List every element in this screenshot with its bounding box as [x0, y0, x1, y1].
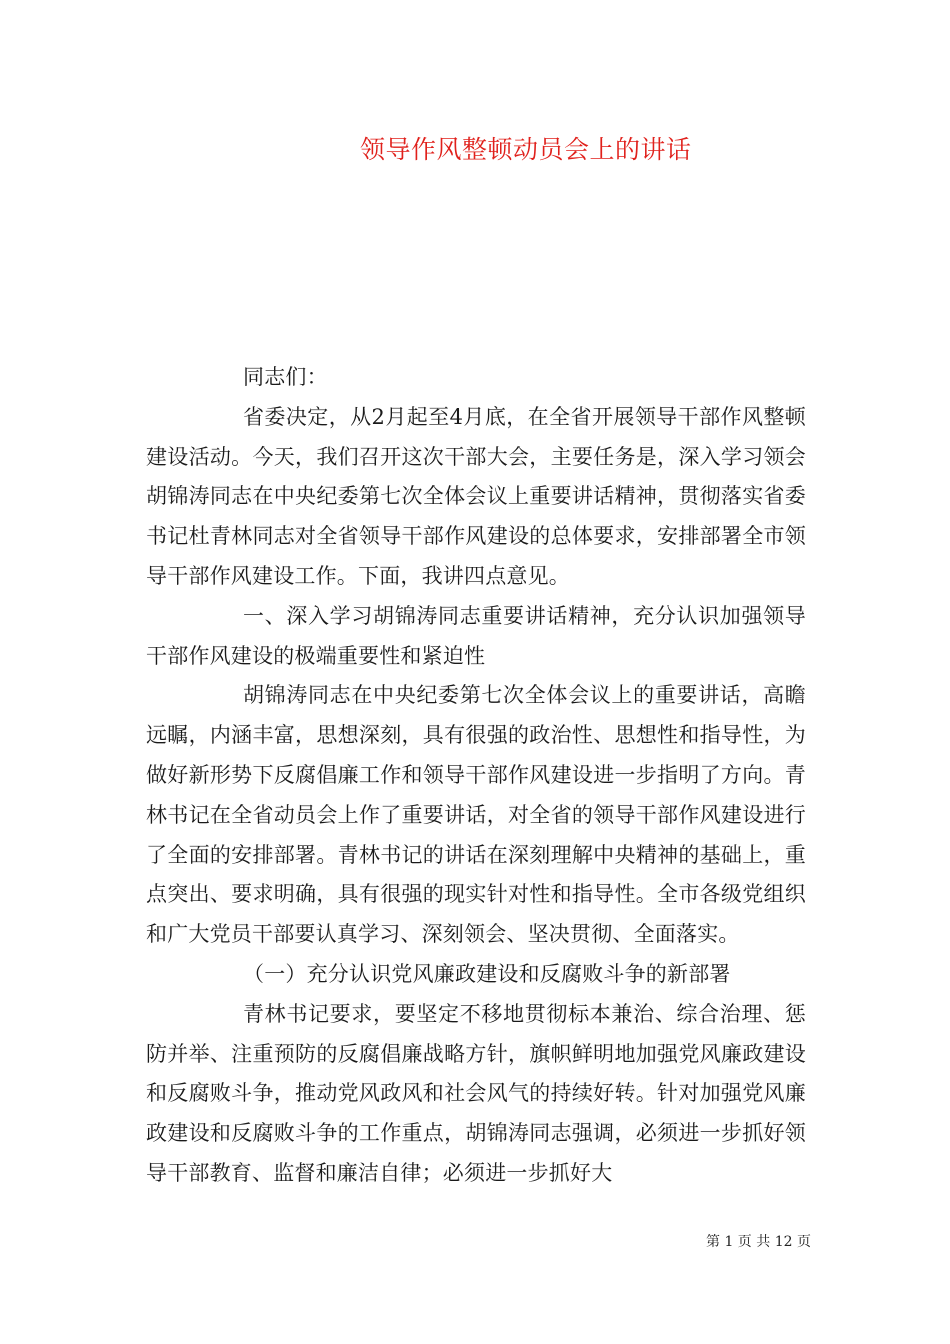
salutation: 同志们：: [243, 365, 328, 389]
paragraph-requirements: 青林书记要求，要坚定不移地贯彻标本兼治、综合治理、惩防并举、注重预防的反腐倡廉战略方针，旗帜鲜明地加强党风廉政建设和反腐败斗争，推动党风政风和社会风气的持续好转。针对加强党风廉政建设和反腐败斗争的工作重点，胡锦涛同志强调，必须进一步抓好领导干部教育、监督和廉洁自律；必须进一步抓好大: [146, 1001, 806, 1185]
paragraph-speech-summary: 胡锦涛同志在中央纪委第七次全体会议上的重要讲话，高瞻远瞩，内涵丰富，思想深刻，具有很强的政治性、思想性和指导性，为做好新形势下反腐倡廉工作和领导干部作风建设进一步指明了方向。青林书记在全省动员会上作了重要讲话，对全省的领导干部作风建设进行了全面的安排部署。青林书记的讲话在深刻理解中央精神的基础上，重点突出、要求明确，具有很强的现实针对性和指导性。全市各级党组织和广大党员干部要认真学习、深刻领会、坚决贯彻、全面落实。: [146, 683, 806, 947]
paragraph-intro: 省委决定，从2月起至4月底，在全省开展领导干部作风整顿建设活动。今天，我们召开这次干部大会，主要任务是，深入学习领会胡锦涛同志在中央纪委第七次全体会议上重要讲话精神，贯彻落实省委书记杜青林同志对全省领导干部作风建设的总体要求，安排部署全市领导干部作风建设工作。下面，我讲四点意见。: [146, 404, 806, 588]
section-heading-1: 一、深入学习胡锦涛同志重要讲话精神，充分认识加强领导干部作风建设的极端重要性和紧迫性: [146, 603, 806, 668]
page-number-footer: 第 1 页 共 12 页: [706, 1234, 811, 1250]
document-body: [146, 358, 806, 1194]
document-title: 领导作风整顿动员会上的讲话: [360, 135, 692, 164]
subsection-heading-1: （一）充分认识党风廉政建设和反腐败斗争的新部署: [243, 961, 731, 986]
